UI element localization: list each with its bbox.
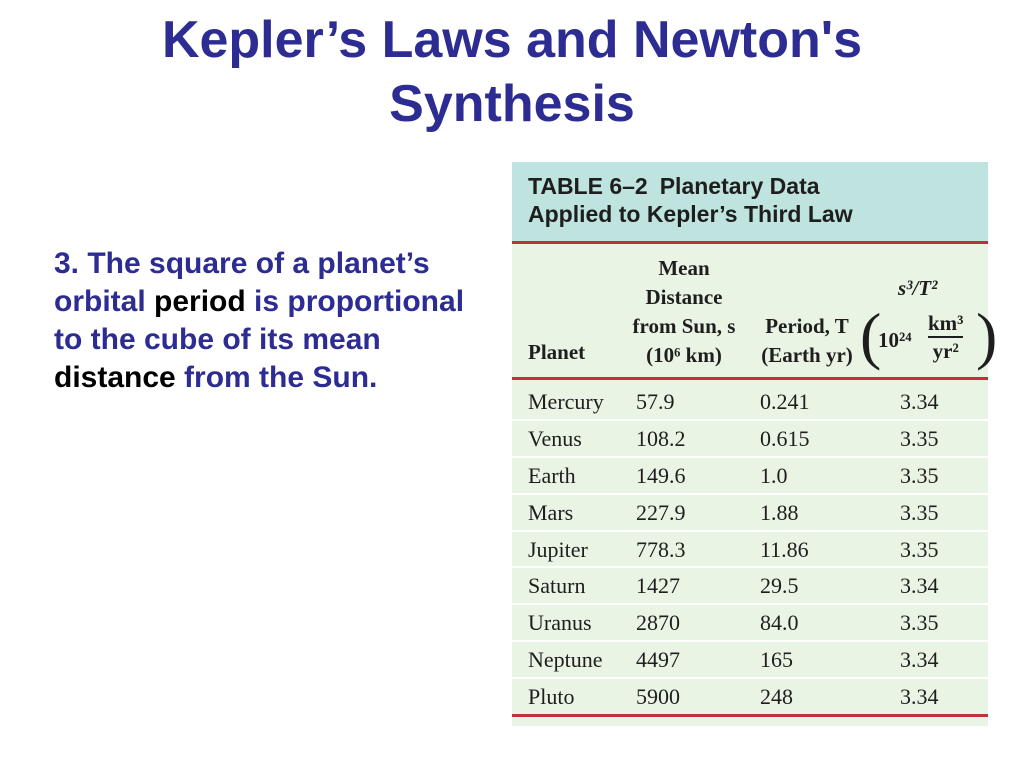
table-title-line-1: Planetary Data: [659, 173, 820, 199]
cell-ratio: 3.35: [900, 425, 939, 451]
cell-planet: Pluto: [528, 684, 575, 710]
header-ratio: [858, 274, 998, 374]
cell-ratio: 3.34: [900, 684, 939, 710]
bullet-emphasis-distance: distance: [54, 361, 176, 394]
table-caption: [512, 162, 988, 244]
table-row: [512, 605, 988, 642]
bullet-part-3: from the Sun.: [175, 361, 378, 394]
cell-planet: Uranus: [528, 610, 592, 636]
cell-ratio: 3.35: [900, 610, 939, 636]
cell-ratio: 3.35: [900, 462, 939, 488]
cell-ratio: 3.34: [900, 647, 939, 673]
table-row: [512, 679, 988, 717]
planetary-data-table: [512, 162, 998, 726]
bullet-part-1: 3. The square of a planet’s orbital: [54, 247, 430, 318]
cell-planet: Jupiter: [528, 536, 588, 562]
header-ratio-paren-left: (: [860, 300, 882, 371]
cell-distance: 108.2: [636, 425, 686, 451]
table-title-line-2: Applied to Kepler’s Third Law: [528, 201, 853, 227]
header-distance-line-4: (10⁶ km): [646, 343, 722, 367]
cell-distance: 778.3: [636, 536, 686, 562]
header-ratio-power: 10²⁴: [878, 328, 912, 352]
table-row: [512, 458, 988, 495]
cell-planet: Earth: [528, 462, 576, 488]
cell-distance: 2870: [636, 610, 680, 636]
table-row: [512, 495, 988, 532]
cell-ratio: 3.34: [900, 389, 939, 414]
table-row: [512, 384, 988, 421]
cell-distance: 4497: [636, 647, 680, 673]
cell-period: 165: [760, 647, 793, 673]
table-row: [512, 421, 988, 458]
cell-period: 1.88: [760, 499, 799, 525]
bullet-emphasis-period: period: [154, 285, 246, 318]
bullet-part-2: is proportional to the cube of its mean: [54, 285, 465, 356]
cell-distance: 1427: [636, 573, 680, 599]
table-tag: TABLE 6–2: [528, 173, 648, 199]
cell-planet: Mercury: [528, 389, 604, 414]
slide-title-line-1: Kepler’s Laws and Newton's: [161, 11, 863, 69]
bullet-text: [54, 245, 494, 397]
cell-planet: Mars: [528, 499, 574, 525]
cell-planet: Venus: [528, 425, 582, 451]
header-distance-line-1: Mean: [658, 256, 710, 280]
table-row: [512, 568, 988, 605]
slide-title-line-2: Synthesis: [389, 75, 635, 133]
header-ratio-numerator: km³: [928, 310, 963, 338]
cell-distance: 149.6: [636, 462, 686, 488]
cell-period: 248: [760, 684, 793, 710]
header-ratio-paren-right: ): [976, 300, 998, 371]
cell-distance: 227.9: [636, 499, 686, 525]
header-period: [752, 312, 862, 370]
header-distance-line-2: Distance: [645, 285, 723, 309]
cell-planet: Saturn: [528, 573, 586, 599]
table-body: [512, 384, 988, 717]
header-ratio-units: [928, 310, 963, 364]
cell-period: 0.241: [760, 389, 810, 414]
cell-period: 11.86: [760, 536, 809, 562]
cell-distance: 57.9: [636, 389, 675, 414]
cell-ratio: 3.35: [900, 536, 939, 562]
table-row: [512, 642, 988, 679]
cell-distance: 5900: [636, 684, 680, 710]
header-period-line-2: (Earth yr): [761, 343, 853, 367]
header-period-line-1: Period, T: [765, 314, 849, 338]
cell-ratio: 3.35: [900, 499, 939, 525]
cell-ratio: 3.34: [900, 573, 939, 599]
cell-period: 0.615: [760, 425, 810, 451]
slide-title: [0, 8, 1024, 136]
cell-period: 29.5: [760, 573, 799, 599]
table-row: [512, 532, 988, 569]
header-distance: [614, 254, 754, 370]
header-ratio-formula: s³/T²: [898, 276, 938, 300]
cell-planet: Neptune: [528, 647, 603, 673]
cell-period: 1.0: [760, 462, 788, 488]
header-distance-line-3: from Sun, s: [632, 314, 736, 338]
header-ratio-denominator: yr²: [932, 339, 959, 363]
header-planet: Planet: [528, 340, 586, 364]
table-header-row: [512, 246, 998, 380]
cell-period: 84.0: [760, 610, 799, 636]
